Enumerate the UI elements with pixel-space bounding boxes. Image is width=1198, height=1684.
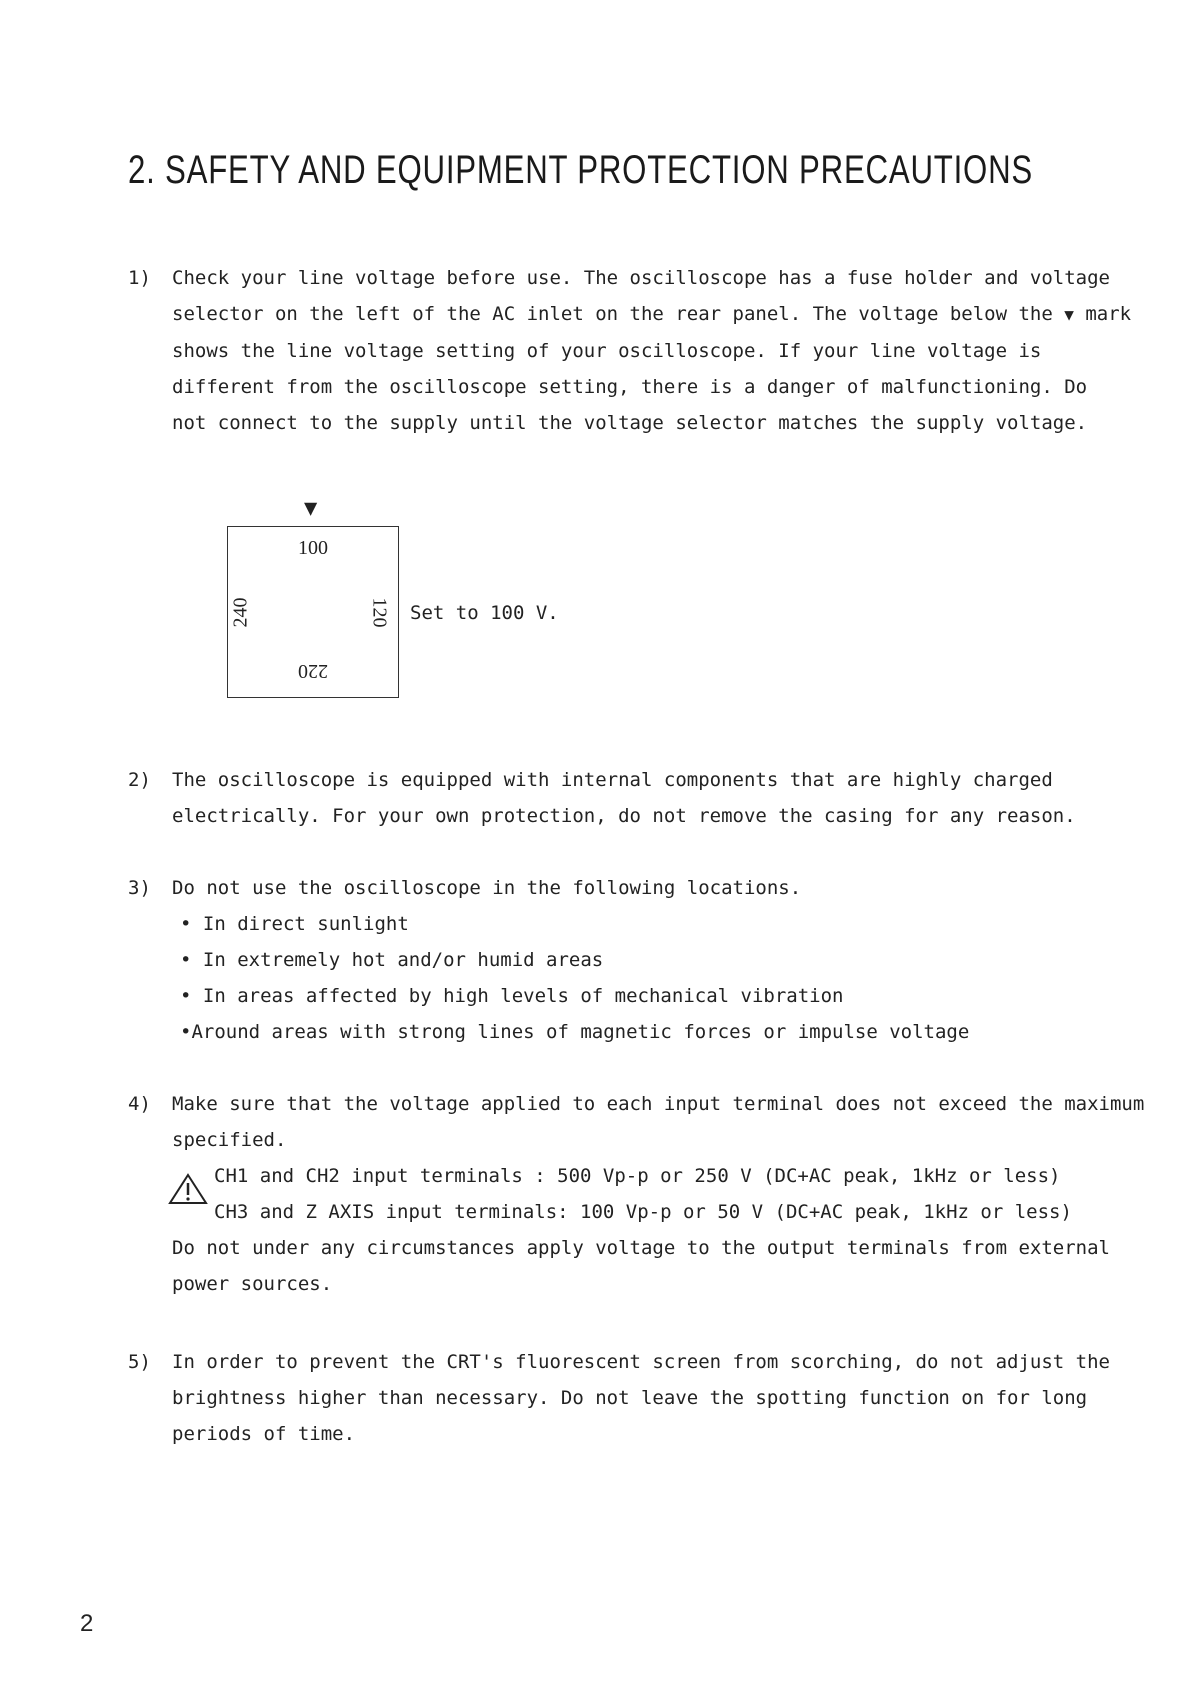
- item-number: 3): [128, 877, 151, 899]
- item-number: 2): [128, 769, 151, 791]
- selector-box: [227, 526, 399, 698]
- bullet-item: •Around areas with strong lines of magnetic forces or impulse voltage: [180, 1021, 970, 1043]
- bullet-item: • In direct sunlight: [180, 913, 409, 935]
- text-line: Make sure that the voltage applied to each input terminal does not exceed the maximum: [172, 1093, 1145, 1115]
- item-body: [172, 762, 1122, 834]
- page-title: 2. SAFETY AND EQUIPMENT PROTECTION PRECAUTIONS: [128, 148, 1034, 192]
- text-line: Check your line voltage before use. The oscilloscope has a fuse holder and voltage: [172, 267, 1110, 289]
- selector-caption: Set to 100 V.: [410, 602, 559, 624]
- text-line: selector on the left of the AC inlet on the rear panel. The voltage below the ▼ mark: [172, 303, 1132, 325]
- text-line: specified.: [172, 1129, 287, 1151]
- spec-line: CH3 and Z AXIS input terminals: 100 Vp-p or 50 V (DC+AC peak, 1kHz or less): [214, 1201, 1072, 1223]
- text-line: different from the oscilloscope setting, there is a danger of malfunctioning. Do: [172, 376, 1088, 398]
- text-line: The oscilloscope is equipped with internal components that are highly charged: [172, 769, 1053, 791]
- spec-line: CH1 and CH2 input terminals : 500 Vp-p or 250 V (DC+AC peak, 1kHz or less): [214, 1165, 1061, 1187]
- text-line: shows the line voltage setting of your oscilloscope. If your line voltage is: [172, 340, 1042, 362]
- voltage-220-label: 220: [298, 660, 328, 682]
- text-line: power sources.: [172, 1273, 333, 1295]
- voltage-100-label: 100: [298, 537, 328, 559]
- bullet-item: • In extremely hot and/or humid areas: [180, 949, 604, 971]
- spec-block: [172, 1158, 1122, 1230]
- page-number: 2: [80, 1610, 94, 1637]
- item-number: 1): [128, 267, 151, 289]
- text-line: brightness higher than necessary. Do not leave the spotting function on for long: [172, 1387, 1088, 1409]
- item-body: [172, 870, 1122, 1050]
- text-line: electrically. For your own protection, do not remove the casing for any reason.: [172, 805, 1076, 827]
- voltage-selector-diagram: [224, 498, 404, 704]
- text-line: not connect to the supply until the voltage selector matches the supply voltage.: [172, 412, 1088, 434]
- bullet-item: • In areas affected by high levels of mechanical vibration: [180, 985, 844, 1007]
- warning-icon: [168, 1172, 208, 1206]
- item-body: [172, 1086, 1145, 1302]
- text-line: Do not under any circumstances apply voltage to the output terminals from external: [172, 1237, 1110, 1259]
- text-line: periods of time.: [172, 1423, 356, 1445]
- selector-arrow-icon: ▼: [304, 496, 318, 521]
- item-number: 5): [128, 1351, 151, 1373]
- item-body: [172, 1344, 1122, 1452]
- item-number: 4): [128, 1093, 151, 1115]
- voltage-240-label: 240: [229, 597, 252, 628]
- triangle-mark-icon: ▼: [1064, 305, 1074, 324]
- text-line: In order to prevent the CRT's fluorescent screen from scorching, do not adjust the: [172, 1351, 1110, 1373]
- voltage-120-label: 120: [368, 597, 391, 628]
- text-line: Do not use the oscilloscope in the following locations.: [172, 877, 802, 899]
- item-body: [172, 260, 1132, 441]
